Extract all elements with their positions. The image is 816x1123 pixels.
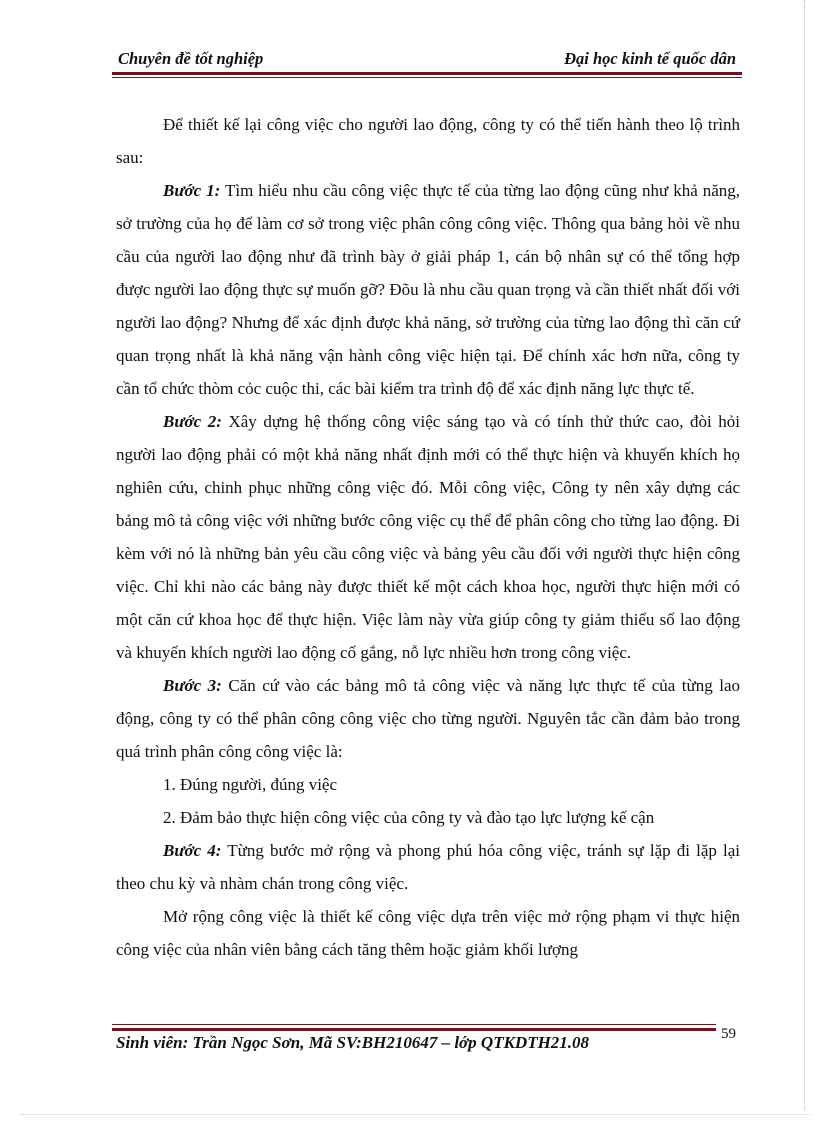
page-edge-right <box>804 0 806 1110</box>
page-number: 59 <box>721 1026 736 1042</box>
footer-rule-thin <box>112 1024 716 1025</box>
header-rule-thick <box>112 72 742 75</box>
step4-text: Từng bước mở rộng và phong phú hóa công việc, tránh sự lặp đi lặp lại theo chu kỳ và nhàm chán trong công việc. <box>116 841 740 893</box>
step2-text: Xây dựng hệ thống công việc sáng tạo và có tính thử thức cao, đòi hỏi người lao động phải có một khả năng nhất định mới có thể thực hiện và khuyến khích họ nghiên cứu, chinh phục những công việc đó. Mỗi công việc, Công ty nên xây dựng các bảng mô tả công việc với những bước công việc cụ thể để phân công cho từng lao động. Đi kèm với nó là những bản yêu cầu công việc và bảng yêu cầu đối với người thực hiện công việc. Chỉ khi nào các bảng này được thiết kế một cách khoa học, người thực hiện mới có một căn cứ khoa học để thực hiện. Việc làm này vừa giúp công ty giảm thiểu số lao động và khuyến khích người lao động cố gắng, nỗ lực nhiều hơn trong công việc. <box>116 412 740 662</box>
step1-paragraph <box>116 174 740 405</box>
page-edge-bottom <box>20 1114 810 1116</box>
header-rule-thin <box>112 77 742 78</box>
list-item-1: 1. Đúng người, đúng việc <box>163 775 338 794</box>
header-left-title: Chuyên đề tốt nghiệp <box>118 49 264 68</box>
footer-student-info: Sinh viên: Trần Ngọc Sơn, Mã SV:BH210647 – lớp QTKDTH21.08 <box>116 1033 590 1052</box>
page-header <box>118 47 736 71</box>
step4-label: Bước 4: <box>163 841 222 860</box>
step1-text: Tìm hiểu nhu cầu công việc thực tế của từng lao động cũng như khả năng, sở trường của họ để làm cơ sở trong việc phân công công việc. Thông qua bảng hỏi về nhu cầu của người lao động như đã trình bày ở giải pháp 1, cán bộ nhân sự có thể tổng hợp được người lao động thực sự muốn gỡ? Đõu là nhu cầu quan trọng và cần thiết nhất đối với người lao động? Nhưng để xác định được khả năng, sở trường của từng lao động thì căn cứ quan trọng nhất là khả năng vận hành công việc hiện tại. Để chính xác hơn nữa, công ty cần tổ chức thòm cỏc cuộc thi, các bài kiểm tra trình độ để xác định năng lực thực tế. <box>116 181 740 398</box>
step2-label: Bước 2: <box>163 412 222 431</box>
step3-paragraph <box>116 669 740 768</box>
step2-paragraph <box>116 405 740 669</box>
header-right-title: Đại học kinh tế quốc dân <box>564 49 736 68</box>
document-body <box>116 108 740 966</box>
step3-label: Bước 3: <box>163 676 222 695</box>
list-item-2: 2. Đảm bảo thực hiện công việc của công ty và đào tạo lực lượng kế cận <box>163 808 655 827</box>
step3-text: Căn cứ vào các bảng mô tả công việc và năng lực thực tế của từng lao động, công ty có thể phân công công việc cho từng người. Nguyên tắc cần đảm bảo trong quá trình phân công công việc là: <box>116 676 740 761</box>
intro-paragraph: Để thiết kế lại công việc cho người lao động, công ty có thể tiến hành theo lộ trình sau: <box>116 115 740 167</box>
step4-paragraph <box>116 834 740 900</box>
closing-paragraph: Mở rộng công việc là thiết kế công việc dựa trên việc mở rộng phạm vi thực hiện công việc của nhân viên bằng cách tăng thêm hoặc giảm khối lượng <box>116 907 740 959</box>
step1-label: Bước 1: <box>163 181 221 200</box>
footer-rule-thick <box>112 1028 716 1031</box>
